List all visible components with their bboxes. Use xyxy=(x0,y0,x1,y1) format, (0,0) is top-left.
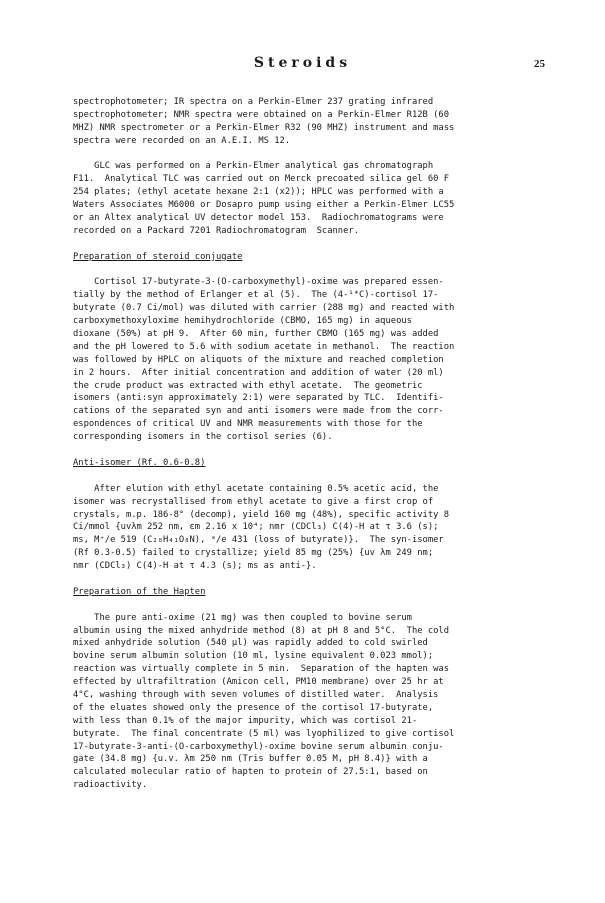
text-line: spectrophotometer; NMR spectra were obtained on a Perkin-Elmer R12B (60 xyxy=(73,109,450,120)
text-line: butyrate (0.7 Ci/mol) was diluted with carrier (288 mg) and reacted with xyxy=(73,303,455,314)
text-line: with less than 0.1% of the major impurity, which was cortisol 21- xyxy=(73,715,418,726)
text-line: bovine serum albumin solution (10 ml, lysine equivalent 0.023 mmol); xyxy=(73,651,434,662)
section-heading: Preparation of steroid conjugate xyxy=(73,251,243,262)
body-text xyxy=(73,96,551,792)
text-line: was followed by HPLC on aliquots of the mixture and reached completion xyxy=(73,354,444,365)
blank-line xyxy=(73,238,551,251)
text-line: recorded on a Packard 7201 Radiochromatogram Scanner. xyxy=(73,225,359,236)
text-line: spectra were recorded on an A.E.I. MS 12. xyxy=(73,135,291,146)
text-line: reaction was virtually complete in 5 min. Separation of the hapten was xyxy=(73,664,450,675)
text-line: and the pH lowered to 5.6 with sodium acetate in methanol. The reaction xyxy=(73,341,455,352)
section-heading: Anti-isomer (Rf. 0.6-0.8) xyxy=(73,457,206,468)
text-line: spectrophotometer; IR spectra on a Perkin-Elmer 237 grating infrared xyxy=(73,97,434,107)
text-line: tially by the method of Erlanger et al (5). The (4-¹⁴C)-cortisol 17- xyxy=(73,290,439,301)
text-line: F11. Analytical TLC was carried out on Merck precoated silica gel 60 F xyxy=(73,174,450,185)
text-line: crystals, m.p. 186-8° (decomp), yield 160 mg (48%), specific activity 8 xyxy=(73,509,450,520)
text-line: albumin using the mixed anhydride method (8) at pH 8 and 5°C. The cold xyxy=(73,625,450,636)
text-line: 4°C, washing through with seven volumes of distilled water. Analysis xyxy=(73,689,439,700)
text-line: espondences of critical UV and NMR measurements with those for the xyxy=(73,419,423,430)
text-line: 17-butyrate-3-anti-(O-carboxymethyl)-oxime bovine serum albumin conju- xyxy=(73,741,444,752)
text-line: cations of the separated syn and anti isomers were made from the corr- xyxy=(73,406,444,417)
text-line: butyrate. The final concentrate (5 ml) was lyophilized to give cortisol xyxy=(73,728,455,739)
blank-line xyxy=(73,148,551,161)
text-line: MHZ) NMR spectrometer or a Perkin-Elmer R32 (90 MHZ) instrument and mass xyxy=(73,122,455,133)
text-line: isomers (anti:syn approximately 2:1) were separated by TLC. Identifi- xyxy=(73,393,444,404)
text-line: the crude product was extracted with ethyl acetate. The geometric xyxy=(73,380,423,391)
text-line: Waters Associates M6000 or Dosapro pump using either a Perkin-Elmer LC55 xyxy=(73,200,455,211)
blank-line xyxy=(73,470,551,483)
blank-line xyxy=(73,444,551,457)
text-line: GLC was performed on a Perkin-Elmer analytical gas chromatograph xyxy=(73,161,434,172)
text-line: ms, M⁺/e 519 (C₂₈H₄₁O₈N), ᵐ/e 431 (loss of butyrate)}. The syn-isomer xyxy=(73,535,444,546)
text-line: gate (34.8 mg) {u.v. λm 250 nm (Tris buffer 0.05 M, pH 8.4)} with a xyxy=(73,754,428,765)
text-line: of the eluates showed only the presence of the cortisol 17-butyrate, xyxy=(73,702,434,713)
page-number: 25 xyxy=(534,58,545,70)
text-line: corresponding isomers in the cortisol series (6). xyxy=(73,432,333,443)
text-line: calculated molecular ratio of hapten to protein of 27.5:1, based on xyxy=(73,767,428,778)
text-line: After elution with ethyl acetate containing 0.5% acetic acid, the xyxy=(73,483,439,494)
journal-title: Steroids xyxy=(253,55,352,71)
text-line: in 2 hours. After initial concentration and addition of water (20 ml) xyxy=(73,367,444,378)
text-line: nmr (CDCl₃) C(4)-H at τ 4.3 (s); ms as anti-}. xyxy=(73,561,317,572)
text-line: Cortisol 17-butyrate-3-(O-carboxymethyl)-oxime was prepared essen- xyxy=(73,277,444,288)
text-line: carboxymethoxyloxime hemihydrochloride (CBMO, 165 mg) in aqueous xyxy=(73,316,412,327)
text-line: dioxane (50%) at pH 9. After 60 min, further CBMO (165 mg) was added xyxy=(73,329,439,340)
text-line: isomer was recrystallised from ethyl acetate to give a first crop of xyxy=(73,496,434,507)
text-line: Ci/mmol {uvλm 252 nm, εm 2.16 x 10⁴; nmr (CDCl₃) C(4)-H at τ 3.6 (s); xyxy=(73,522,439,533)
text-line: or an Altex analytical UV detector model 153. Radiochromatograms were xyxy=(73,213,444,224)
text-line: mixed anhydride solution (540 µl) was rapidly added to cold swirled xyxy=(73,638,428,649)
text-line: The pure anti-oxime (21 mg) was then coupled to bovine serum xyxy=(73,612,412,623)
text-line: effected by ultrafiltration (Amicon cell, PM10 membrane) over 25 hr at xyxy=(73,677,444,688)
blank-line xyxy=(73,264,551,277)
text-line: (Rf 0.3-0.5) failed to crystallize; yield 85 mg (25%) {uv λm 249 nm; xyxy=(73,548,434,559)
blank-line xyxy=(73,573,551,586)
text-line: 254 plates; (ethyl acetate hexane 2:1 (x2)); HPLC was performed with a xyxy=(73,187,444,198)
blank-line xyxy=(73,599,551,612)
section-heading: Preparation of the Hapten xyxy=(73,586,206,597)
text-line: radioactivity. xyxy=(73,780,148,791)
